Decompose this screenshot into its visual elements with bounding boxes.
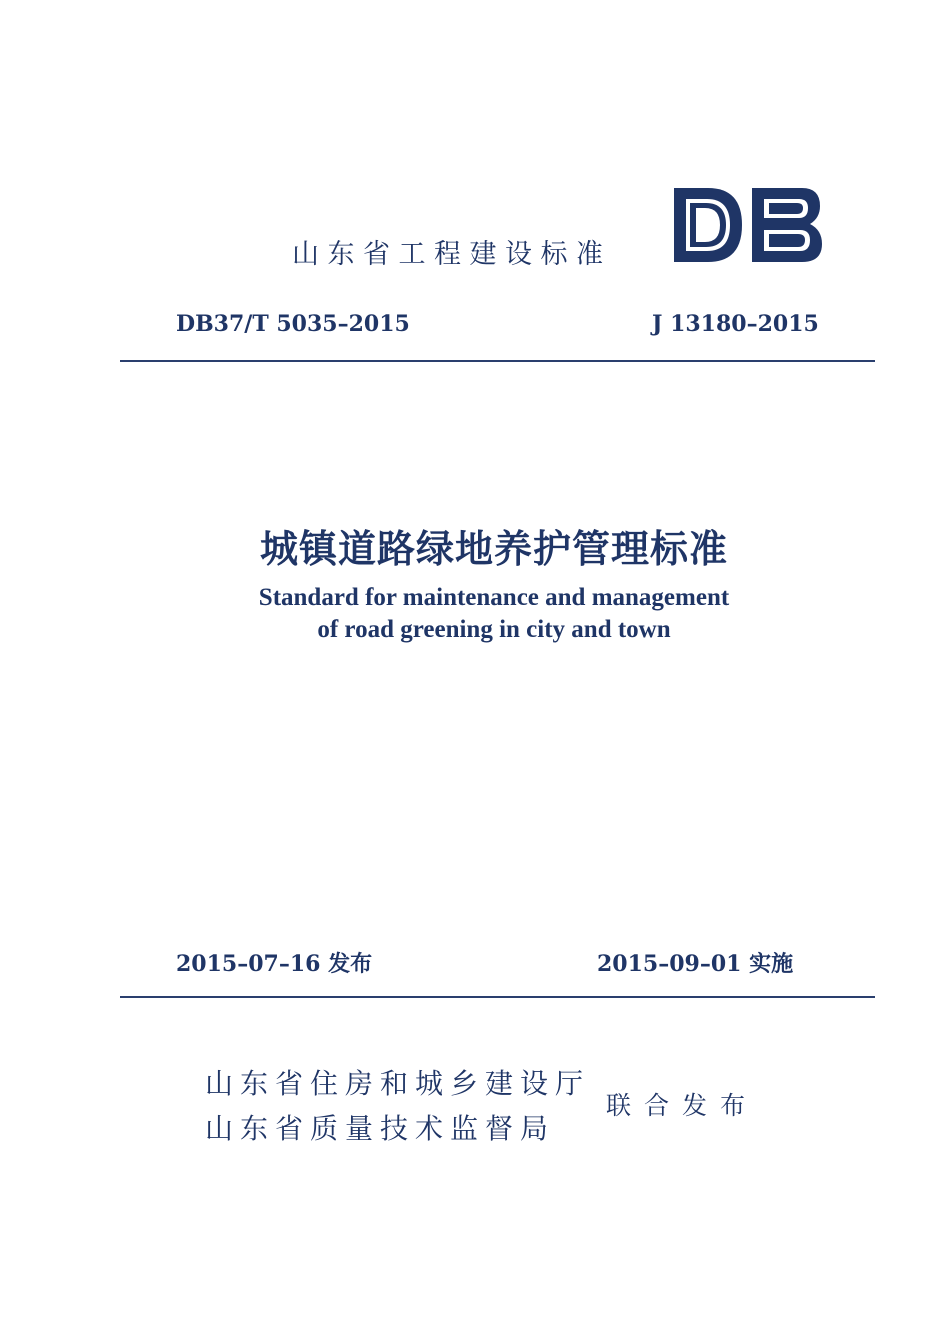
record-number: J 13180–2015 bbox=[652, 311, 819, 337]
english-title-line-1: Standard for maintenance and management bbox=[258, 584, 730, 611]
publisher-quality-bureau: 山东省质量技术监督局 bbox=[205, 1112, 556, 1145]
joint-publication-label: 联合发布 bbox=[606, 1091, 759, 1120]
standard-series-title: 山东省工程建设标准 bbox=[292, 239, 612, 270]
issue-date: 2015–07–16 发布 bbox=[176, 951, 373, 977]
standard-number: DB37/T 5035–2015 bbox=[176, 311, 410, 337]
english-title-line-2: of road greening in city and town bbox=[317, 616, 671, 643]
db-logo bbox=[672, 186, 824, 264]
bottom-divider bbox=[120, 996, 875, 998]
chinese-title: 城镇道路绿地养护管理标准 bbox=[259, 526, 728, 571]
publisher-housing-department: 山东省住房和城乡建设厅 bbox=[205, 1067, 591, 1100]
effective-date: 2015–09–01 实施 bbox=[597, 951, 794, 977]
top-divider bbox=[120, 360, 875, 362]
